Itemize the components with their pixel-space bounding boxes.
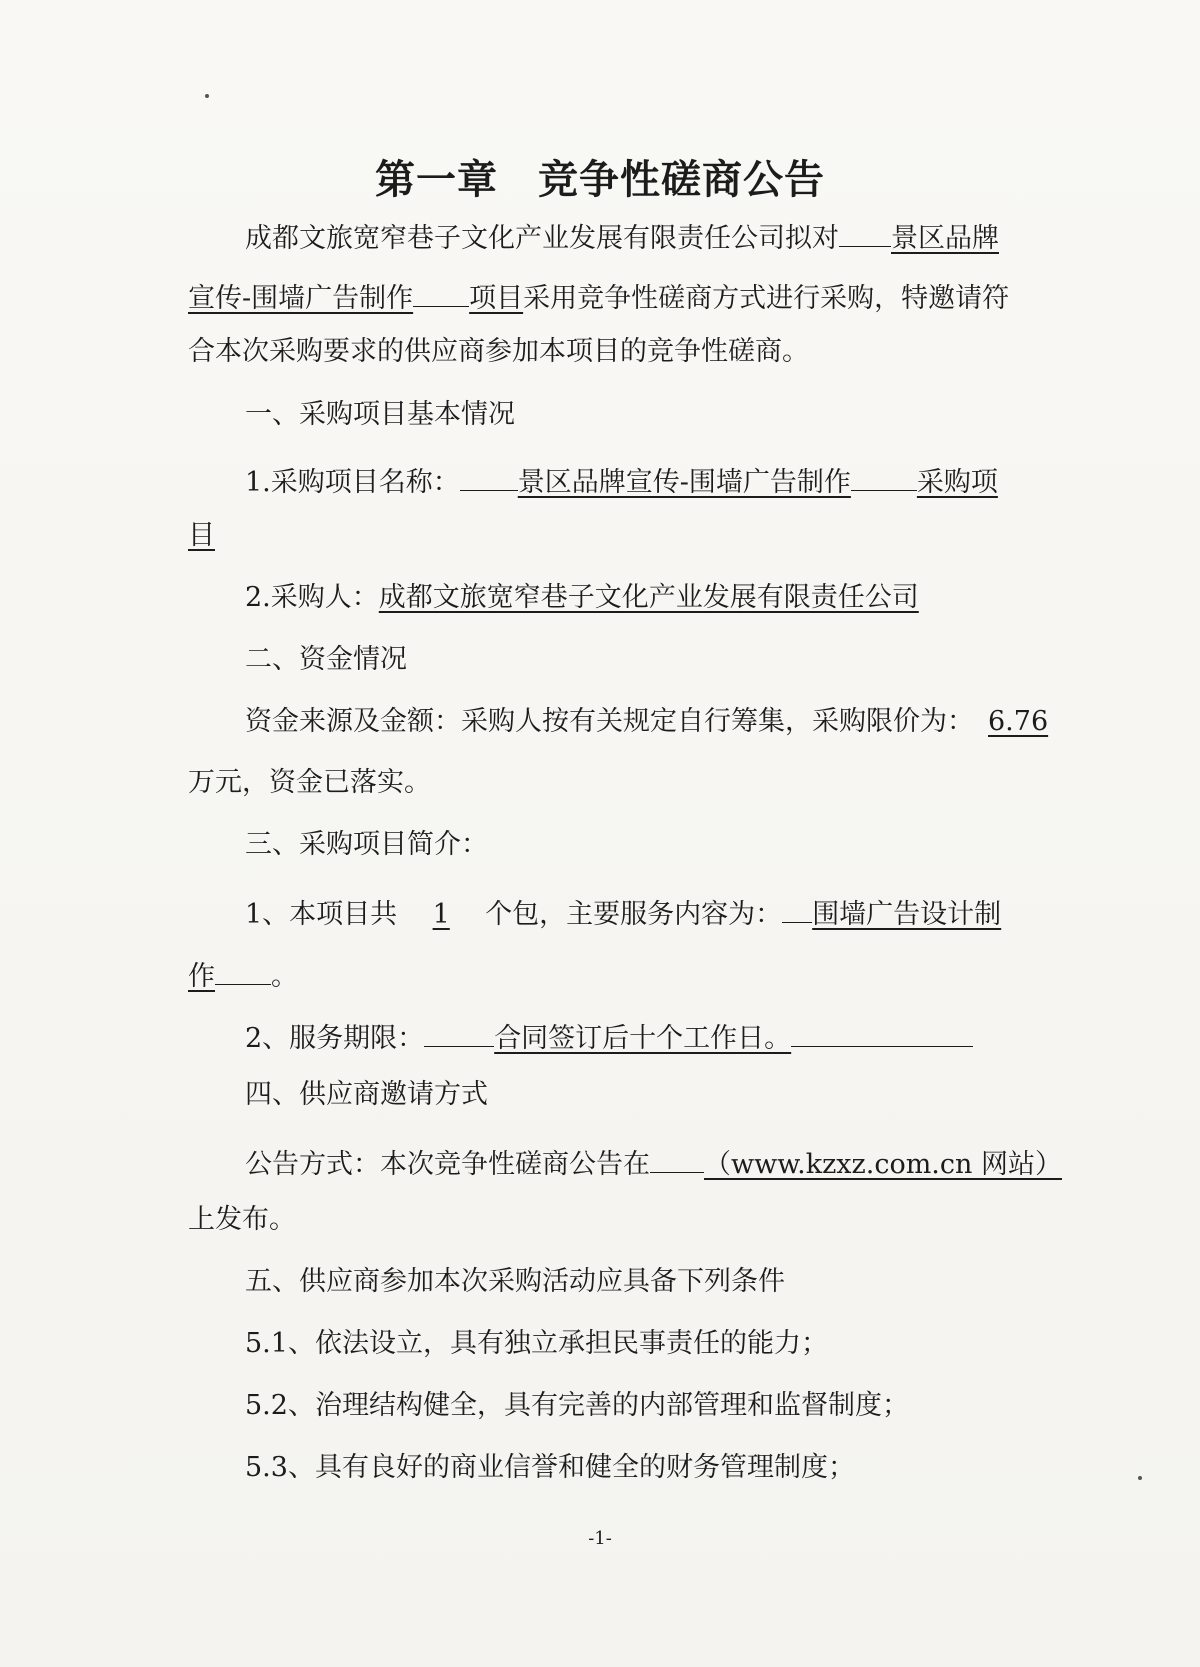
intro-text: 合本次采购要求的供应商参加本项目的竞争性磋商。 <box>188 336 809 367</box>
field-label: 2.采购人： <box>245 582 379 613</box>
section-2-heading <box>245 640 407 680</box>
heading-text: 二、资金情况 <box>245 644 407 675</box>
intro-text: 采用竞争性磋商方式进行采购，特邀请符 <box>523 283 1010 314</box>
underline-blank <box>791 1012 973 1047</box>
underline-blank <box>851 456 917 491</box>
service-content-value-end: 作 <box>188 961 215 992</box>
section-1-heading <box>245 395 515 435</box>
condition-item <box>245 1386 909 1426</box>
condition-text: 5.1、依法设立，具有独立承担民事责任的能力； <box>245 1328 828 1359</box>
packages-text: 1、本项目共 <box>245 899 398 930</box>
condition-item <box>245 1448 855 1488</box>
scan-speck <box>1138 1476 1142 1480</box>
item-purchaser <box>245 578 919 618</box>
item-service-period <box>245 1012 973 1059</box>
packages-text: 个包，主要服务内容为： <box>485 899 783 930</box>
heading-text: 四、供应商邀请方式 <box>245 1079 488 1110</box>
page-title <box>0 148 1200 205</box>
item-packages <box>245 888 1001 935</box>
underline-blank <box>650 1138 704 1173</box>
punctuation: 。 <box>271 961 298 992</box>
funding-line-2 <box>188 763 431 803</box>
item-packages-continued <box>188 950 298 997</box>
condition-text: 5.2、治理结构健全，具有完善的内部管理和监督制度； <box>245 1390 909 1421</box>
project-word: 项目 <box>469 283 524 314</box>
underline-blank <box>460 456 518 491</box>
item-project-name-continued <box>188 516 215 556</box>
section-5-heading <box>245 1262 785 1302</box>
announcement-text: 公告方式：本次竞争性磋商公告在 <box>245 1149 650 1180</box>
underline-blank <box>215 950 271 985</box>
intro-text: 成都文旅宽窄巷子文化产业发展有限责任公司拟对 <box>245 223 839 254</box>
funding-text: 万元，资金已落实。 <box>188 767 431 798</box>
page-number: -1- <box>588 1528 612 1549</box>
item-project-name <box>245 456 998 503</box>
underline-blank <box>413 272 469 307</box>
underline-blank <box>424 1012 494 1047</box>
project-name-part2: 宣传-围墙广告制作 <box>188 283 414 314</box>
field-label: 2、服务期限： <box>245 1023 425 1054</box>
announcement-line-1 <box>245 1138 1062 1185</box>
condition-item <box>245 1324 828 1364</box>
heading-text: 一、采购项目基本情况 <box>245 399 515 430</box>
section-4-heading <box>245 1075 488 1115</box>
purchaser-value: 成都文旅宽窄巷子文化产业发展有限责任公司 <box>378 582 919 613</box>
heading-text: 三、采购项目简介： <box>245 829 488 860</box>
project-name-part1: 景区品牌 <box>891 223 999 254</box>
chapter-number: 第一章 <box>375 156 498 203</box>
funding-text: 资金来源及金额：采购人按有关规定自行筹集，采购限价为： <box>245 706 974 737</box>
scan-speck <box>205 94 209 98</box>
service-content-value: 围墙广告设计制 <box>812 899 1002 930</box>
service-period-value: 合同签订后十个工作日。 <box>494 1023 792 1054</box>
intro-line-1 <box>245 212 999 259</box>
project-name-value-tail: 采购项 <box>916 467 998 498</box>
chapter-title: 竞争性磋商公告 <box>538 156 825 203</box>
price-limit-value: 6.76 <box>988 706 1049 737</box>
underline-blank <box>839 212 891 247</box>
website-link[interactable]: （www.kzxz.com.cn 网站） <box>704 1149 1062 1180</box>
heading-text: 五、供应商参加本次采购活动应具备下列条件 <box>245 1266 785 1297</box>
announcement-line-2 <box>188 1200 296 1240</box>
underline-blank <box>782 888 812 923</box>
announcement-text: 上发布。 <box>188 1204 296 1235</box>
condition-text: 5.3、具有良好的商业信誉和健全的财务管理制度； <box>245 1452 855 1483</box>
funding-line-1 <box>245 702 1048 742</box>
intro-line-2 <box>188 272 1009 319</box>
section-3-heading <box>245 825 488 865</box>
intro-line-3 <box>188 332 809 372</box>
project-name-value-end: 目 <box>188 520 215 551</box>
package-count: 1 <box>432 899 450 930</box>
project-name-value: 景区品牌宣传-围墙广告制作 <box>517 467 851 498</box>
field-label: 1.采购项目名称： <box>245 467 460 498</box>
